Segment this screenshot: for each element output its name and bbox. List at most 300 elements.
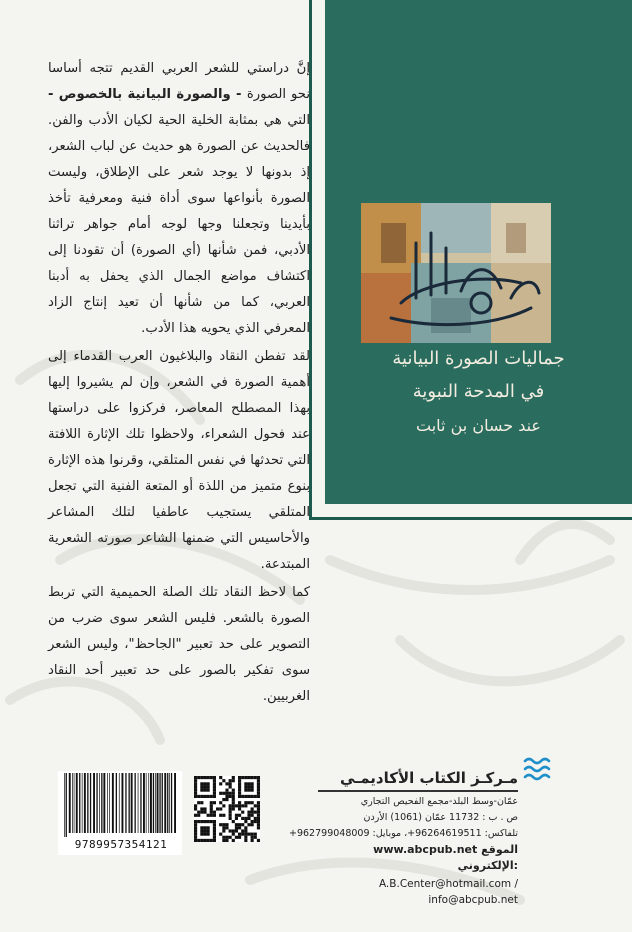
qr-module bbox=[241, 795, 244, 798]
qr-module bbox=[229, 807, 232, 810]
qr-module bbox=[232, 820, 235, 823]
qr-module bbox=[238, 795, 241, 798]
qr-module bbox=[225, 823, 228, 826]
qr-module bbox=[244, 836, 247, 839]
barcode-bar bbox=[135, 773, 136, 833]
qr-module bbox=[213, 814, 216, 817]
qr-module bbox=[207, 795, 210, 798]
barcode-bar bbox=[76, 773, 78, 833]
qr-module bbox=[257, 839, 260, 842]
qr-module bbox=[200, 820, 203, 823]
qr-module bbox=[229, 836, 232, 839]
paragraph-1 bbox=[48, 56, 310, 342]
qr-module bbox=[197, 839, 200, 842]
qr-module bbox=[207, 776, 210, 779]
publisher-phones: تلفاكس: 96264619511+، موبايل: 962799048009+ bbox=[289, 828, 518, 839]
qr-module bbox=[232, 795, 235, 798]
barcode-bar bbox=[79, 773, 80, 833]
qr-module bbox=[216, 807, 219, 810]
barcode-bar bbox=[122, 773, 124, 833]
qr-module bbox=[247, 817, 250, 820]
qr-module bbox=[210, 820, 213, 823]
qr-module bbox=[251, 789, 254, 792]
qr-module bbox=[257, 820, 260, 823]
qr-module bbox=[229, 829, 232, 832]
qr-module bbox=[232, 804, 235, 807]
qr-module bbox=[257, 823, 260, 826]
publisher-pobox: ص . ب : 11732 عمّان (1061) الأردن bbox=[363, 812, 518, 823]
qr-module bbox=[232, 776, 235, 779]
barcode-bar bbox=[174, 773, 176, 833]
qr-module bbox=[203, 829, 206, 832]
publisher-waves-icon bbox=[523, 756, 553, 782]
barcode-bar bbox=[69, 773, 71, 833]
qr-module bbox=[257, 807, 260, 810]
qr-module bbox=[238, 789, 241, 792]
qr-module bbox=[222, 839, 225, 842]
qr-module bbox=[225, 826, 228, 829]
book-author: عند حسان بن ثابت bbox=[416, 416, 541, 435]
barcode-bar bbox=[84, 773, 86, 833]
qr-module bbox=[229, 811, 232, 814]
paragraph-1-line2a: نحو الصورة bbox=[246, 87, 310, 102]
qr-module bbox=[251, 776, 254, 779]
qr-module bbox=[210, 801, 213, 804]
qr-module bbox=[232, 801, 235, 804]
qr-module bbox=[194, 776, 197, 779]
qr-module bbox=[225, 798, 228, 801]
qr-module bbox=[257, 826, 260, 829]
qr-module bbox=[222, 826, 225, 829]
publisher-website-row bbox=[310, 842, 518, 874]
qr-module bbox=[203, 807, 206, 810]
qr-module bbox=[222, 804, 225, 807]
qr-module bbox=[238, 833, 241, 836]
qr-module bbox=[210, 811, 213, 814]
qr-module bbox=[207, 839, 210, 842]
qr-module bbox=[200, 776, 203, 779]
qr-module bbox=[244, 826, 247, 829]
qr-module bbox=[244, 820, 247, 823]
qr-module bbox=[251, 833, 254, 836]
qr-module bbox=[251, 807, 254, 810]
qr-module bbox=[251, 836, 254, 839]
publisher-name: مـركـز الكتاب الأكاديمـي bbox=[339, 769, 518, 787]
qr-module bbox=[194, 789, 197, 792]
qr-module bbox=[197, 820, 200, 823]
qr-module bbox=[232, 792, 235, 795]
cover-artwork bbox=[361, 203, 551, 343]
book-title-line1: جماليات الصورة البيانية bbox=[392, 348, 565, 369]
barcode-bar bbox=[82, 773, 83, 833]
qr-module bbox=[257, 782, 260, 785]
qr-module bbox=[203, 811, 206, 814]
qr-module bbox=[225, 789, 228, 792]
qr-module bbox=[247, 823, 250, 826]
qr-module bbox=[251, 785, 254, 788]
qr-module bbox=[235, 829, 238, 832]
qr-module bbox=[207, 833, 210, 836]
barcode-bar bbox=[125, 773, 126, 833]
barcode-bar bbox=[153, 773, 154, 833]
qr-module bbox=[244, 785, 247, 788]
qr-module bbox=[194, 804, 197, 807]
qr-module bbox=[232, 833, 235, 836]
paragraph-1-line1: إنَّ دراستي للشعر العربي القديم تتجه أساسا bbox=[48, 61, 310, 76]
qr-module bbox=[197, 801, 200, 804]
qr-module bbox=[197, 795, 200, 798]
qr-module bbox=[194, 785, 197, 788]
qr-module bbox=[219, 833, 222, 836]
qr-module bbox=[207, 826, 210, 829]
qr-module bbox=[244, 817, 247, 820]
qr-module bbox=[213, 829, 216, 832]
barcode-bar bbox=[72, 773, 73, 833]
qr-module bbox=[254, 836, 257, 839]
qr-module bbox=[222, 829, 225, 832]
barcode-bar bbox=[66, 773, 67, 837]
qr-module bbox=[257, 804, 260, 807]
qr-module bbox=[213, 776, 216, 779]
qr-module bbox=[238, 776, 241, 779]
qr-module bbox=[200, 785, 203, 788]
qr-module bbox=[247, 811, 250, 814]
qr-module bbox=[200, 826, 203, 829]
qr-module bbox=[251, 823, 254, 826]
barcode-bar bbox=[103, 773, 105, 833]
qr-module bbox=[194, 814, 197, 817]
qr-module bbox=[232, 839, 235, 842]
barcode-bar bbox=[164, 773, 166, 833]
qr-module bbox=[213, 785, 216, 788]
qr-module bbox=[241, 833, 244, 836]
qr-module bbox=[247, 789, 250, 792]
qr-module bbox=[235, 826, 238, 829]
qr-module bbox=[235, 814, 238, 817]
back-cover-text bbox=[48, 56, 310, 712]
isbn-number: 9789957354121 bbox=[74, 838, 168, 851]
qr-module bbox=[254, 776, 257, 779]
qr-module bbox=[241, 823, 244, 826]
qr-module bbox=[200, 833, 203, 836]
qr-module bbox=[251, 782, 254, 785]
qr-module bbox=[251, 801, 254, 804]
barcode-bar bbox=[162, 773, 163, 833]
qr-module bbox=[229, 795, 232, 798]
barcode-bar bbox=[143, 773, 145, 833]
qr-module bbox=[244, 776, 247, 779]
qr-module bbox=[219, 776, 222, 779]
qr-module bbox=[219, 807, 222, 810]
barcode-bar bbox=[138, 773, 139, 833]
qr-module bbox=[257, 817, 260, 820]
qr-module bbox=[222, 798, 225, 801]
qr-module bbox=[213, 792, 216, 795]
qr-module bbox=[235, 804, 238, 807]
qr-module bbox=[232, 789, 235, 792]
qr-module bbox=[244, 804, 247, 807]
qr-module bbox=[194, 795, 197, 798]
qr-module bbox=[213, 823, 216, 826]
barcode-bar bbox=[171, 773, 172, 833]
qr-module bbox=[254, 811, 257, 814]
qr-module bbox=[247, 785, 250, 788]
qr-module bbox=[247, 833, 250, 836]
barcode-bar bbox=[116, 773, 117, 833]
qr-module bbox=[238, 836, 241, 839]
qr-module bbox=[222, 792, 225, 795]
qr-module bbox=[213, 779, 216, 782]
qr-module bbox=[225, 792, 228, 795]
qr-module bbox=[203, 826, 206, 829]
qr-module bbox=[200, 789, 203, 792]
barcode-bar bbox=[112, 773, 114, 833]
paragraph-2: لقد تفطن النقاد والبلاغيون العرب القدماء إلى أهمية الصورة في الشعر، وإن لم يشيروا إليها بهذا المصطلح المعاصر، فركزوا على دراستها عند فحول الشعراء، ولاحظوا تلك الإثارة اللافتة التي تحدثها في نفس المتلقي، وقرنوا هذه الإثارة بنوع متميز من اللذة أو المتعة الفنية التي تجعل المتلقي يستجيب عاطفيا لتلك المشاعر والأحاسيس التي ضمنها الشاعر صورته الشعرية المبتدعة. bbox=[48, 349, 310, 572]
barcode-bar bbox=[101, 773, 102, 833]
qr-module bbox=[213, 836, 216, 839]
qr-module bbox=[222, 823, 225, 826]
qr-module bbox=[200, 801, 203, 804]
qr-module bbox=[247, 814, 250, 817]
qr-module bbox=[257, 801, 260, 804]
qr-module bbox=[225, 795, 228, 798]
publisher-website-label: الموقع الإلكتروني: bbox=[457, 843, 518, 872]
qr-module bbox=[232, 779, 235, 782]
qr-module bbox=[238, 804, 241, 807]
qr-module bbox=[210, 776, 213, 779]
barcode-bar bbox=[93, 773, 95, 833]
qr-module bbox=[238, 779, 241, 782]
qr-module bbox=[247, 782, 250, 785]
barcode-bar bbox=[148, 773, 149, 833]
barcode-bar bbox=[87, 773, 88, 833]
paragraph-1-rest: التي هي بمثابة الخلية الحية لكيان الأدب والفن. فالحديث عن الصورة هو حديث عن لباب الشعر، إذ بدونها لا يوجد شعر على الإطلاق، وليست الصورة بأنواعها سوى أداة فنية ومعرفية تأخذ بأيدينا وتجعلنا وجها لوجه أمام جواهر تراثنا الأدبي، فمن شأنها (أي الصورة) أن تقودنا إلى اكتشاف مواضع الجمال الذي يحفل به أدبنا العربي، كما من شأنها أن تعيد إنتاج الزاد المعرفي الذي يحويه هذا الأدب. bbox=[48, 113, 310, 336]
qr-module bbox=[203, 795, 206, 798]
qr-module bbox=[213, 820, 216, 823]
qr-module bbox=[194, 839, 197, 842]
publisher-info bbox=[289, 768, 518, 908]
qr-module bbox=[225, 836, 228, 839]
qr-module bbox=[213, 833, 216, 836]
qr-module bbox=[254, 833, 257, 836]
qr-module bbox=[197, 811, 200, 814]
qr-module bbox=[229, 779, 232, 782]
barcode-bar bbox=[109, 773, 110, 833]
qr-module bbox=[222, 836, 225, 839]
barcode-bar bbox=[119, 773, 120, 833]
qr-module bbox=[257, 776, 260, 779]
qr-module bbox=[251, 814, 254, 817]
qr-module bbox=[194, 779, 197, 782]
qr-module bbox=[257, 779, 260, 782]
barcode-bar bbox=[74, 773, 75, 833]
barcode-bar bbox=[99, 773, 100, 833]
barcode-bar bbox=[150, 773, 152, 833]
qr-module bbox=[210, 839, 213, 842]
qr-module bbox=[203, 785, 206, 788]
qr-module bbox=[257, 785, 260, 788]
qr-module bbox=[238, 785, 241, 788]
barcode-bar bbox=[159, 773, 160, 833]
qr-module bbox=[229, 817, 232, 820]
qr-module bbox=[257, 811, 260, 814]
qr-module bbox=[203, 782, 206, 785]
qr-module bbox=[229, 804, 232, 807]
qr-module bbox=[244, 833, 247, 836]
qr-module bbox=[207, 789, 210, 792]
barcode-bar bbox=[155, 773, 156, 833]
barcode-bar bbox=[169, 773, 170, 833]
barcode-bar bbox=[167, 773, 168, 833]
publisher-address: عمّان-وسط البلد-مجمع الفحيص التجاري bbox=[360, 796, 518, 807]
qr-module bbox=[232, 807, 235, 810]
qr-module bbox=[225, 839, 228, 842]
qr-module bbox=[200, 807, 203, 810]
barcode bbox=[62, 773, 178, 837]
qr-module bbox=[203, 833, 206, 836]
barcode-bar bbox=[64, 773, 65, 837]
qr-module bbox=[238, 823, 241, 826]
qr-module bbox=[194, 823, 197, 826]
qr-module bbox=[194, 826, 197, 829]
barcode-bar bbox=[140, 773, 141, 833]
qr-module bbox=[207, 829, 210, 832]
qr-module bbox=[207, 782, 210, 785]
qr-module bbox=[235, 836, 238, 839]
qr-module bbox=[244, 795, 247, 798]
barcode-bar bbox=[90, 773, 91, 833]
qr-module bbox=[207, 820, 210, 823]
qr-module bbox=[194, 782, 197, 785]
qr-module bbox=[222, 779, 225, 782]
qr-module bbox=[238, 792, 241, 795]
qr-module bbox=[210, 795, 213, 798]
qr-module bbox=[229, 792, 232, 795]
qr-module bbox=[254, 795, 257, 798]
qr-module bbox=[251, 839, 254, 842]
qr-module bbox=[238, 807, 241, 810]
qr-module bbox=[257, 792, 260, 795]
qr-module bbox=[241, 776, 244, 779]
qr-module bbox=[219, 792, 222, 795]
qr-module bbox=[235, 817, 238, 820]
qr-module bbox=[244, 829, 247, 832]
qr-module bbox=[210, 804, 213, 807]
qr-module bbox=[244, 782, 247, 785]
qr-module bbox=[219, 814, 222, 817]
qr-module bbox=[251, 820, 254, 823]
qr-module bbox=[251, 811, 254, 814]
qr-module bbox=[213, 826, 216, 829]
qr-module bbox=[200, 829, 203, 832]
qr-module bbox=[229, 785, 232, 788]
barcode-bar bbox=[107, 773, 108, 833]
qr-module bbox=[200, 782, 203, 785]
qr-module bbox=[200, 795, 203, 798]
qr-module bbox=[241, 829, 244, 832]
qr-module bbox=[238, 814, 241, 817]
qr-module bbox=[219, 801, 222, 804]
qr-module bbox=[254, 817, 257, 820]
qr-module bbox=[213, 782, 216, 785]
qr-module bbox=[232, 798, 235, 801]
qr-module bbox=[254, 820, 257, 823]
qr-module bbox=[194, 792, 197, 795]
qr-module bbox=[197, 776, 200, 779]
qr-module bbox=[203, 776, 206, 779]
qr-module bbox=[238, 801, 241, 804]
qr-module bbox=[203, 839, 206, 842]
qr-module bbox=[213, 789, 216, 792]
barcode-bar bbox=[146, 773, 147, 833]
qr-module bbox=[194, 807, 197, 810]
publisher-email[interactable]: A.B.Center@hotmail.com / info@abcpub.net bbox=[378, 878, 518, 906]
qr-module bbox=[247, 776, 250, 779]
qr-module bbox=[241, 804, 244, 807]
qr-module bbox=[241, 817, 244, 820]
qr-module bbox=[213, 839, 216, 842]
qr-module bbox=[203, 820, 206, 823]
qr-module bbox=[200, 839, 203, 842]
qr-module bbox=[213, 811, 216, 814]
qr-module bbox=[219, 823, 222, 826]
qr-module bbox=[238, 782, 241, 785]
qr-module bbox=[213, 801, 216, 804]
publisher-website[interactable]: www.abcpub.net bbox=[373, 843, 478, 856]
qr-module bbox=[207, 814, 210, 817]
qr-module bbox=[244, 801, 247, 804]
qr-module bbox=[257, 789, 260, 792]
book-title-line2: في المدحة النبوية bbox=[412, 381, 545, 402]
qr-module bbox=[203, 789, 206, 792]
qr-module bbox=[254, 804, 257, 807]
qr-module bbox=[213, 795, 216, 798]
paragraph-3: كما لاحظ النقاد تلك الصلة الحميمية التي تربط الصورة بالشعر. فليس الشعر سوى ضرب من التصوير على حد تعبير "الجاحظ"، وليس الشعر سوى تفكير بالصور على حد تعبير أحد النقاد الغربيين. bbox=[48, 585, 310, 704]
publisher-divider bbox=[318, 790, 518, 792]
barcode-bar bbox=[131, 773, 133, 833]
barcode-bar bbox=[96, 773, 97, 833]
qr-module bbox=[244, 839, 247, 842]
qr-module bbox=[241, 811, 244, 814]
barcode-bar bbox=[157, 773, 159, 833]
qr-module bbox=[257, 795, 260, 798]
qr-module bbox=[207, 785, 210, 788]
qr-code[interactable] bbox=[194, 776, 260, 842]
paragraph-1-highlight: - والصورة البيانية بالخصوص - bbox=[48, 87, 247, 102]
qr-module bbox=[194, 829, 197, 832]
qr-module bbox=[210, 814, 213, 817]
qr-module bbox=[247, 801, 250, 804]
qr-module bbox=[229, 782, 232, 785]
qr-module bbox=[232, 829, 235, 832]
qr-module bbox=[194, 833, 197, 836]
qr-module bbox=[219, 782, 222, 785]
qr-module bbox=[257, 814, 260, 817]
qr-module bbox=[244, 789, 247, 792]
qr-module bbox=[235, 823, 238, 826]
barcode-bar bbox=[129, 773, 130, 833]
qr-module bbox=[225, 782, 228, 785]
qr-module bbox=[229, 814, 232, 817]
qr-module bbox=[200, 811, 203, 814]
qr-module bbox=[238, 826, 241, 829]
qr-module bbox=[197, 814, 200, 817]
qr-module bbox=[251, 795, 254, 798]
qr-module bbox=[194, 836, 197, 839]
qr-module bbox=[222, 814, 225, 817]
qr-module bbox=[247, 795, 250, 798]
qr-module bbox=[210, 807, 213, 810]
